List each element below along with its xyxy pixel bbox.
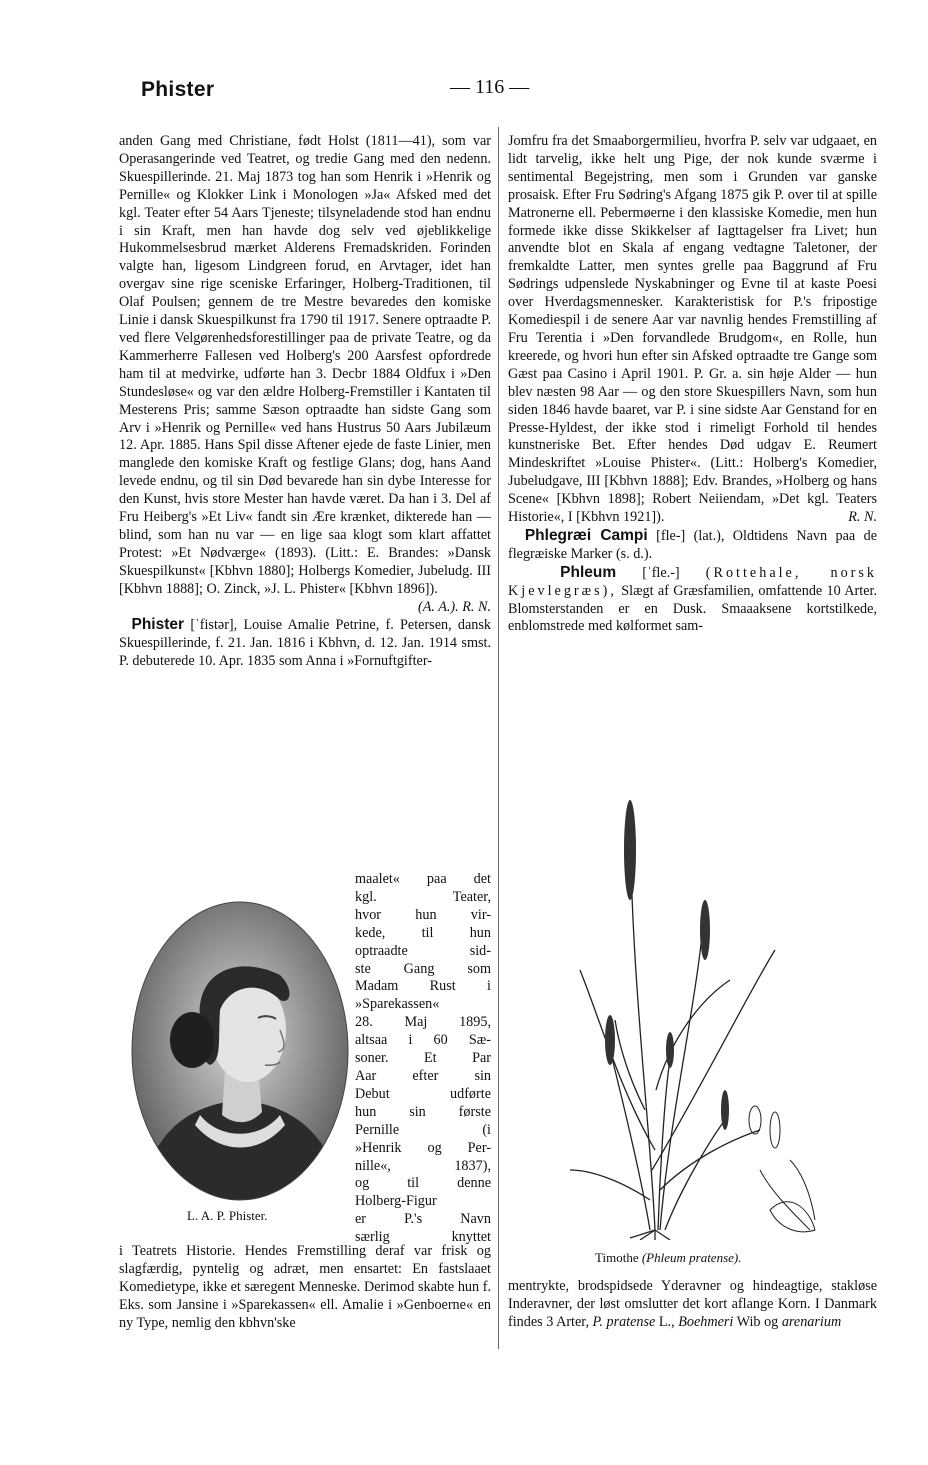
right-paragraph-1-text: Jomfru fra det Smaaborgermilieu, hvorfra P. selv var udgaaet, en lidt tarvelig, ikke helt ung Pige, der nok kunde sværme i sentimental Begejstring, men som i Grunden var ganske prosaisk. Efter Fru Sødring's Afgang 1875 gik P. over til at spille Matronerne ell. Pebermøerne i den klassiske Komedie, men hun formede ikke disse Skikkelser af Iagttagelser fra Livet; hun anvendte blot en Skala af engang vedtagne Taletoner, der fremkaldte Latter, men syntes grelle paa Baggrund af Fru Sødrings udpenslede Nyskabninger og Evne til at kaste Poesi over Hverdagsmennesker. Karakteristisk for P.'s fripostige Komediespil i de senere Aar var navnlig hendes Fremstilling af Fru Terentia i »Den forvandlede Brudgom«, en Rolle, hun kreerede, og hvori hun efter sin Afsked optraadte tre Gange som Gæst paa Casino i April 1901. P. Gr. a. sin høje Alder — hun blev næsten 98 Aar — og den store Skuespillers Navn, som hun siden 1846 havde baaret, var P. i sine sidste Aar Genstand for en Presse-Hyldest, der ikke stod i rimeligt Forhold til hendes kunstneriske Bet. Efter hendes Død udgav E. Reumert Mindeskriftet »Louise Phister«. (Litt.: Holberg's Komedier, Jubeludgave, III [Kbhvn 1888]; Edv. Brandes, »Holberg og hans Scene« [Kbhvn 1898]; Robert Neiiendam, »Det kgl. Teaters Historie«, I [Kbhvn 1921]). — [508, 133, 877, 526]
portrait-image — [130, 900, 350, 1202]
entry-pronunciation: [ˈfle.-] — [642, 564, 680, 581]
left-column — [119, 133, 491, 671]
column-divider — [498, 127, 499, 1349]
entry-text: [fle-] (lat.), Oldtidens Navn paa de flegræiske Marker (s. d.). — [508, 527, 878, 562]
wrap-line: Madam Rust i — [355, 978, 491, 995]
wrap-line: og til denne — [355, 1175, 491, 1192]
portrait-caption: L. A. P. Phister. — [187, 1208, 268, 1223]
wrap-line: hun sin første — [355, 1103, 491, 1120]
page-number: — 116 — — [450, 76, 530, 98]
left-paragraph-1-text: anden Gang med Christiane, født Holst (1811—41), som var Operasangerinde ved Teatret, og tredie Gang med den nedenn. Skuespillerinde. 21. Maj 1873 tog han som Henrik i »Henrik og Pernille« og Klokker Link i Monologen »Ja« Afsked med det kgl. Teater efter 54 Aars Tjeneste; tilsyneladende stod han endnu i sin Kraft, men han havde dog selv ved øjeblikkelige Hukommelsesbrud mærket Alderens Fremadskriden. Forinden valgte han, ligesom Lindgreen forud, en Arvtager, idet han overgav sine rige sceniske Erfaringer, Holberg-Traditionen, til Olaf Poulsen; gennem de tre Mestre bevaredes den komiske Linie i dansk Skuespilkunst fra 1790 til 1917. Senere optraadte P. ved flere Velgørenhedsforestillinger paa de private Teatre, og da Kammerherre Fallesen ved Holberg's 200 Aarsfest opfordrede ham til at medvirke, udførte han 3. Decbr 1884 Oldfux i »Den Stundesløse« og var den ældre Holberg-Fremstiller i Kantaten til Mesterens Pris; samme Sæson optraadte han sidste Gang som Arv i »Henrik og Pernille« ved hans Hustrus 50 Aars Jubilæum 12. Apr. 1885. Hans Spil disse Aftener ejede de faste Linier, men manglede den komiske Kraft og festlige Glans; dog, hans Aand levede endnu, og til sin Død bevarede han sin dybe Interesse for den Kunst, hvis store Mester han havde været. Da han i 3. Del af Fru Heiberg's »Et Liv« fandt sin Ære krænket, dikterede han — blind, som han nu var — en lige saa klogt som klart affattet Protest: »Et Nødværge« (1893). (Litt.: E. Brandes: »Dansk Skuespilkunst« [Kbhvn 1880]; Holbergs Komedier, Jubeludg. III [Kbhvn 1888]; O. Zinck, »J. L. Phister« [Kbhvn 1896]). — [119, 133, 491, 597]
wrap-line: særlig knyttet — [355, 1229, 491, 1246]
entry-headword: Phister — [131, 616, 185, 634]
wrap-line: 28. Maj 1895, — [355, 1014, 491, 1031]
entry-headword: Phleum — [560, 563, 617, 581]
entry-headword: Phlegræi Campi — [524, 526, 648, 544]
wrap-line: nille«, 1837), — [355, 1157, 491, 1174]
plant-caption — [595, 1250, 741, 1266]
left-paragraph-1-signature: (A. A.). R. N. — [417, 598, 491, 615]
entry-text: dansk Skuespillerinde, f. 21. Jan. 1816 i Kbhvn, d. 12. Jan. 1914 smst. P. debuterede 10. Apr. 1835 som Anna i »Fornuftgifter- — [119, 617, 491, 670]
wrap-line: hvor hun vir- — [355, 906, 491, 923]
wrap-line: »Sparekassen« — [355, 996, 440, 1013]
species-name: Boehmeri — [678, 1313, 734, 1330]
right-paragraph-after-plant — [508, 1278, 877, 1332]
entry-fullname: Louise Amalie Petrine, f. Petersen, — [243, 617, 452, 634]
right-paragraph-1-signature: R. N. — [848, 509, 877, 526]
left-paragraph-1 — [119, 133, 491, 615]
entry-text: Slægt af Græsfamilien, omfattende 10 Arter. Blomsterstanden er en Dusk. Smaaaksene kortstilkede, enblomstrede med kølformet sam- — [508, 582, 877, 635]
wrap-line: soner. Et Par — [355, 1050, 491, 1067]
plant-caption-common: Timothe — [595, 1250, 639, 1265]
right-after-text: mentrykte, brodspidsede Yderavner og hindeagtige, stakløse Inderavner, der løst omslutter det kort aflange Korn. I Danmark findes 3 Arter, — [508, 1278, 877, 1330]
wrap-line: »Henrik og Per- — [355, 1139, 491, 1156]
right-column — [508, 133, 877, 636]
plant-caption-latin: (Phleum pratense). — [641, 1250, 742, 1265]
entry-louise-phister — [119, 616, 491, 671]
wrap-line: er P.'s Navn — [355, 1211, 491, 1228]
timothy-grass-illustration — [560, 790, 840, 1240]
wrap-line: Pernille (i — [355, 1121, 491, 1138]
species-author: L., — [658, 1313, 675, 1330]
wrap-line: Debut udførte — [355, 1085, 491, 1102]
entry-common-names: (Rottehale, norsk Kjevlegræs), — [508, 564, 878, 599]
wrap-line: Holberg-Figur — [355, 1193, 437, 1210]
entry-pronunciation: [ˈfistər], — [190, 617, 238, 634]
wrap-line: ste Gang som — [355, 960, 491, 977]
entry-phleum — [508, 564, 877, 637]
running-headword: Phister — [141, 78, 215, 101]
left-paragraph-after-portrait: i Teatrets Historie. Hendes Fremstilling deraf var frisk og slagfærdig, pyntelig og adræt, men ensartet: En fastslaaet Komedietype, ikke et særegent Menneske. Derimod skabte hun f. Eks. som Jansine i »Sparekassen« ell. Amalie i »Genboerne« en ny Type, nemlig den kbhvn'ske — [119, 1243, 491, 1331]
wrap-line: altsaa i 60 Sæ- — [355, 1032, 491, 1049]
species-author: Wib og — [736, 1313, 779, 1330]
species-name: P. pratense — [592, 1313, 656, 1330]
portrait-wrap-text — [355, 871, 491, 1247]
entry-phlegraei-campi — [508, 527, 877, 564]
wrap-line: optraadte sid- — [355, 942, 491, 959]
wrap-line: maalet« paa det — [355, 871, 491, 887]
species-name: arenarium — [781, 1313, 842, 1330]
wrap-line: Aar efter sin — [355, 1067, 491, 1084]
right-paragraph-1 — [508, 133, 877, 527]
wrap-line: kgl. Teater, — [355, 888, 491, 905]
wrap-line: kede, til hun — [355, 924, 491, 941]
